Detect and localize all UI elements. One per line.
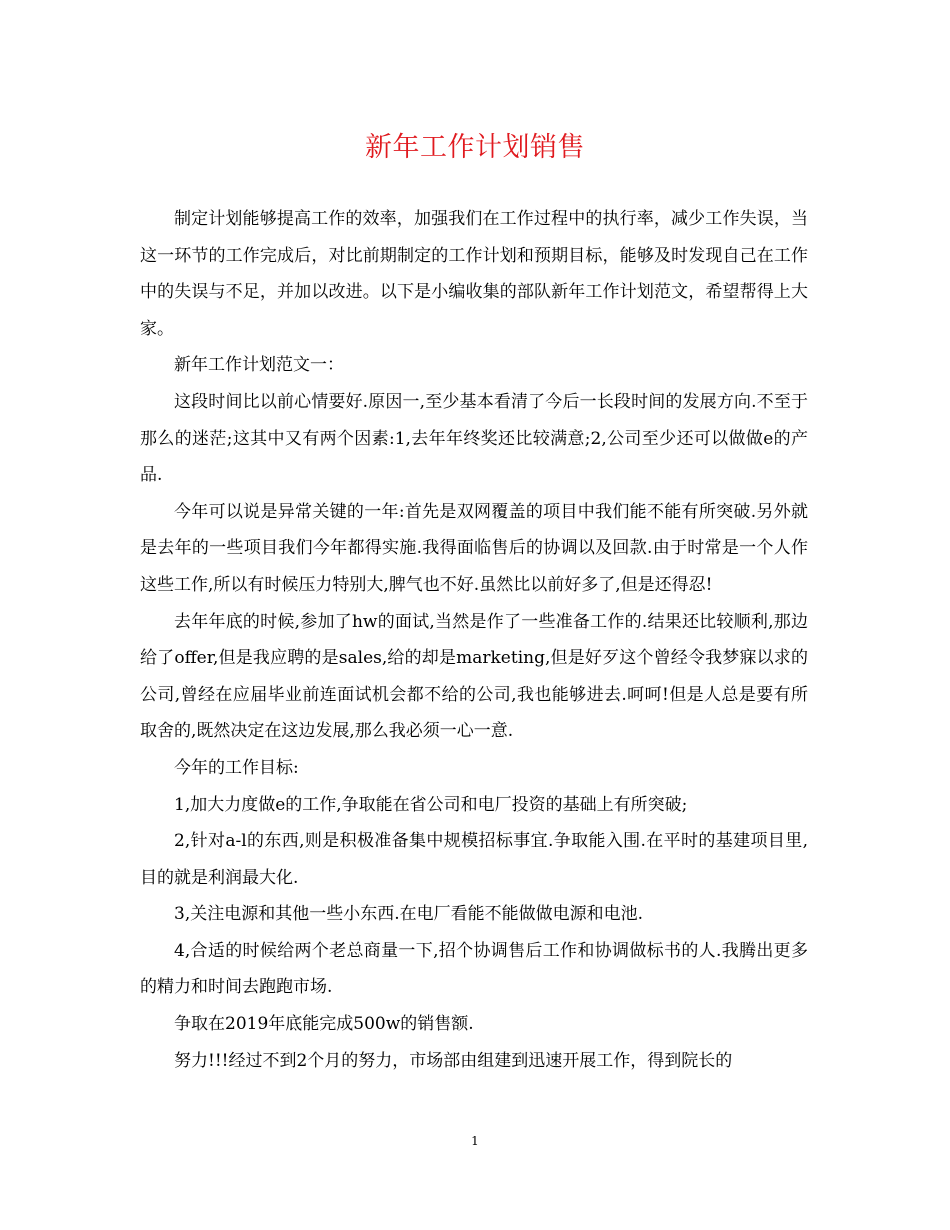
paragraph-goal-1: 1,加大力度做e的工作,争取能在省公司和电厂投资的基础上有所突破; <box>174 794 688 815</box>
paragraph-goal-4: 4,合适的时候给两个老总商量一下,招个协调售后工作和协调做标书的人.我腾出更多的精力和时间去跑跑市场. <box>140 940 808 998</box>
paragraph-goals-heading: 今年的工作目标: <box>174 757 299 778</box>
paragraph-heading-sample-one: 新年工作计划范文一： <box>174 355 344 376</box>
paragraph-effort: 努力!!!经过不到2个月的努力，市场部由组建到迅速开展工作，得到院长的 <box>174 1050 733 1071</box>
paragraph-sales-target: 争取在2019年底能完成500w的销售额. <box>174 1014 474 1035</box>
paragraph-mood: 这段时间比以前心情要好.原因一,至少基本看清了今后一长段时间的发展方向.不至于那么的迷茫;这其中又有两个因素:1,去年年终奖还比较满意;2,公司至少还可以做做e的产品. <box>140 391 808 486</box>
document-body <box>140 201 808 1079</box>
paragraph-goal-2: 2,针对a-l的东西,则是积极准备集中规模招标事宜.争取能入围.在平时的基建项目里,目的就是利润最大化. <box>140 831 808 888</box>
paragraph-intro: 制定计划能够提高工作的效率，加强我们在工作过程中的执行率，减少工作失误，当这一环节的工作完成后，对比前期制定的工作计划和预期目标，能够及时发现自己在工作中的失误与不足，并加以改进。以下是小编收集的部队新年工作计划范文，希望帮得上大家。 <box>140 209 808 339</box>
document-title: 新年工作计划销售 <box>365 132 585 163</box>
page-number: 1 <box>471 1134 479 1148</box>
paragraph-key-year: 今年可以说是异常关键的一年:首先是双网覆盖的项目中我们能不能有所突破.另外就是去年的一些项目我们今年都得实施.我得面临售后的协调以及回款.由于时常是一个人作这些工作,所以有时候压力特别大,脾气也不好.虽然比以前好多了,但是还得忍! <box>140 501 808 595</box>
paragraph-goal-3: 3,关注电源和其他一些小东西.在电厂看能不能做做电源和电池. <box>174 904 644 925</box>
paragraph-interview: 去年年底的时候,参加了hw的面试,当然是作了一些准备工作的.结果还比较顺利,那边给了offer,但是我应聘的是sales,给的却是marketing,但是好歹这个曾经令我梦寐以求的公司,曾经在应届毕业前连面试机会都不给的公司,我也能够进去.呵呵!但是人总是要有所取舍的,既然决定在这边发展,那么我必须一心一意. <box>140 611 808 742</box>
